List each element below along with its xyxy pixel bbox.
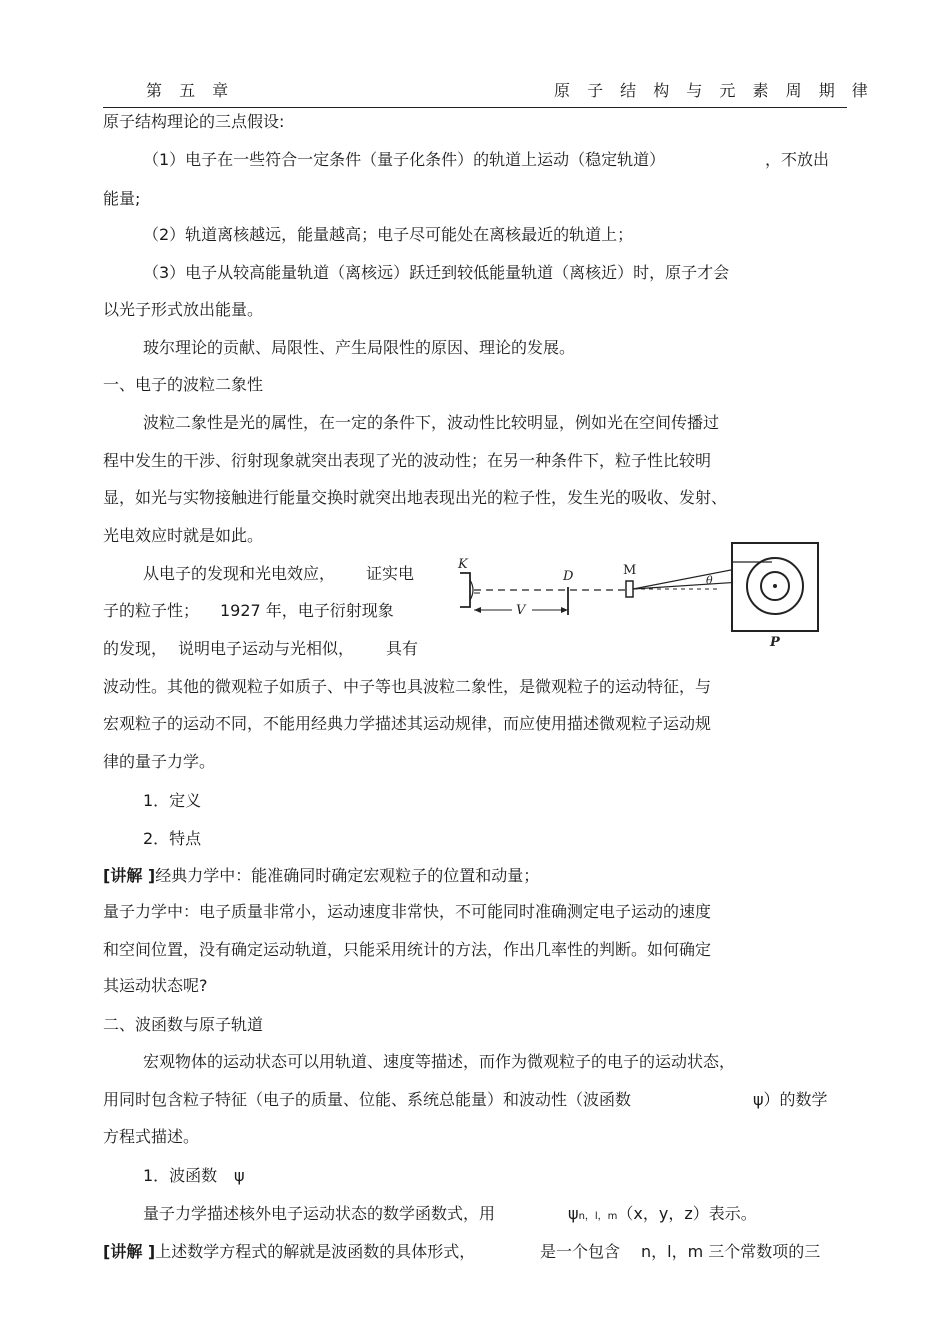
text-span: （x，y，z）表示。 [617,1204,757,1223]
text-line: （3）电子从较高能量轨道（离核远）跃迁到较低能量轨道（离核近）时，原子才会 [143,263,730,282]
text-line: 宏观粒子的运动不同，不能用经典力学描述其运动规律，而应使用描述微观粒子运动规 [103,714,712,733]
text-line: 波动性。其他的微观粒子如质子、中子等也具波粒二象性，是微观粒子的运动特征，与 [103,677,712,696]
text-line: 证实电 [366,564,415,583]
explain-tag: [讲解 ] [103,1242,156,1261]
list-item: 2．特点 [143,829,202,848]
text-line: 量子力学描述核外电子运动状态的数学函数式，用 [143,1204,496,1223]
text-line: 的发现， [103,639,168,658]
text-line: 量子力学中：电子质量非常小，运动速度非常快，不可能同时准确测定电子运动的速度 [103,902,712,921]
text-line: （1）电子在一些符合一定条件（量子化条件）的轨道上运动（稳定轨道） [143,150,666,169]
text-line: 波粒二象性是光的属性，在一定的条件下，波动性比较明显，例如光在空间传播过 [143,413,720,432]
text-line: （2）轨道离核越远，能量越高；电子尽可能处在离核最近的轨道上； [143,225,634,244]
text-line: 显，如光与实物接触进行能量交换时就突出地表现出光的粒子性，发生光的吸收、发射、 [103,488,728,507]
section-heading: 一、电子的波粒二象性 [103,375,264,394]
text-line: 和空间位置，没有确定运动轨道，只能采用统计的方法，作出几率性的判断。如何确定 [103,940,712,959]
label-theta: θ [706,574,713,587]
text-line [103,1242,475,1262]
section-heading: 二、波函数与原子轨道 [103,1015,264,1034]
label-k: K [458,557,468,572]
electron-diffraction-diagram [450,540,825,650]
text-line: 用同时包含粒子特征（电子的质量、位能、系统总能量）和波动性（波函数 [103,1090,632,1109]
text-line: 具有 [386,639,419,658]
psi-symbol: ψ [568,1204,579,1223]
label-d: D [563,569,574,584]
text-line: 从电子的发现和光电效应， [143,564,336,583]
text-line: 能量; [103,189,141,208]
label-m: M [623,563,637,578]
text-span: 上述数学方程式的解就是波函数的具体形式， [155,1242,476,1261]
text-line: 原子结构理论的三点假设: [103,112,285,131]
quantum-subscript: n，l，m [578,1211,618,1222]
text-line: ，不放出 [765,150,830,169]
explain-tag: [讲解 ] [103,866,156,885]
text-line: 1927 年，电子衍射现象 [220,601,394,620]
text-line: 说明电子运动与光相似， [178,639,355,658]
wavefunction-notation [568,1204,757,1227]
text-line: 律的量子力学。 [103,752,216,771]
text-line: 玻尔理论的贡献、局限性、产生局限性的原因、理论的发展。 [143,338,576,357]
text-line: n，l，m 三个常数项的三 [641,1242,821,1261]
label-v: V [516,603,526,618]
list-item: 1．定义 [143,791,202,810]
text-line: 子的粒子性； [103,601,200,620]
text-line [103,866,539,886]
label-p: P [770,635,780,650]
text-line: 是一个包含 [540,1242,621,1261]
text-line: 宏观物体的运动状态可以用轨道、速度等描述，而作为微观粒子的电子的运动状态， [143,1052,736,1071]
text-line: 程中发生的干涉、衍射现象就突出表现了光的波动性；在另一种条件下，粒子性比较明 [103,451,712,470]
list-item: 1．波函数 [143,1166,218,1185]
text-line: ψ）的数学 [753,1090,828,1109]
text-span: 经典力学中：能准确同时确定宏观粒子的位置和动量； [155,866,540,885]
text-line: 其运动状态呢? [103,976,208,995]
chapter-label: 第 五 章 [146,81,235,100]
header-rule [103,107,847,108]
text-line: 方程式描述。 [103,1127,200,1146]
text-line: 光电效应时就是如此。 [103,526,264,545]
text-line: 以光子形式放出能量。 [103,300,264,319]
chapter-title: 原 子 结 构 与 元 素 周 期 律 [554,81,874,100]
psi-symbol: ψ [234,1166,245,1185]
